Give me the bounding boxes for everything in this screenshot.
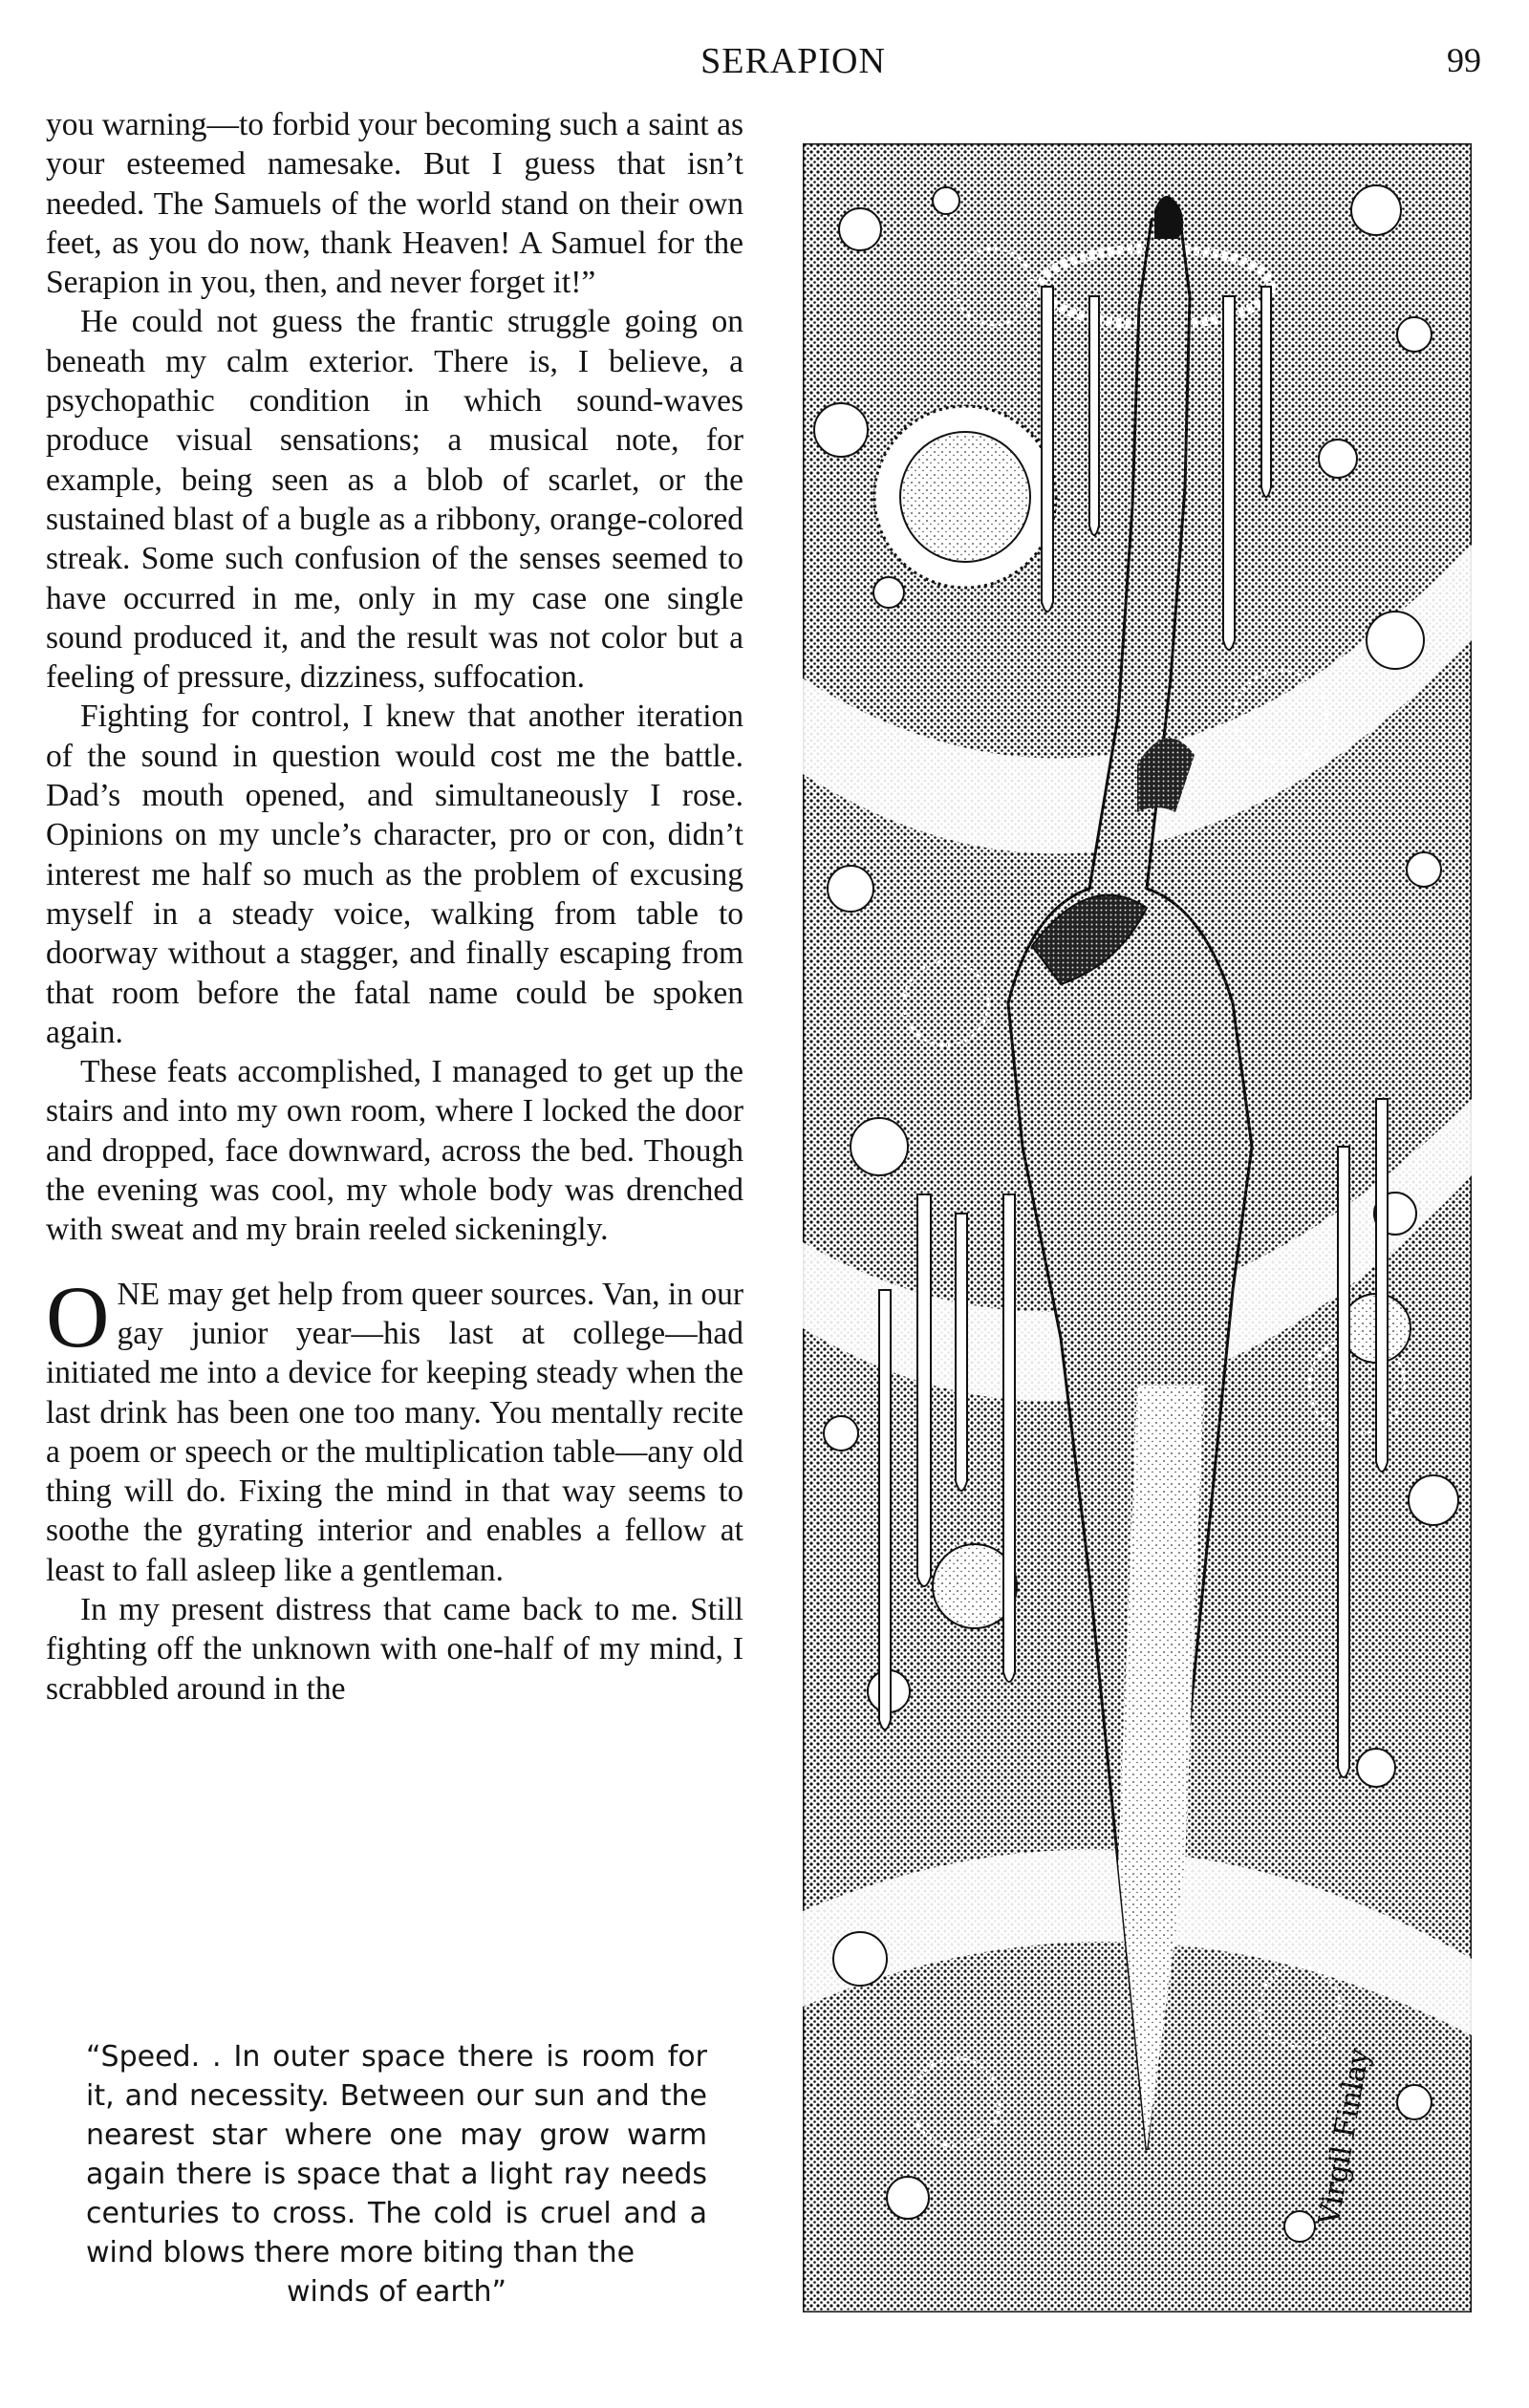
paragraph-5-text: NE may get help from queer sources. Van, in our gay junior year—his last at college—had initiated me into a device for keeping steady when the last drink has been one too many. You mentally recite a poem or speech or the multiplication table—any old thing will do. Fixing the mind in that way seems to soothe the gyrating interior and enables a fellow at least to fall asleep like a gentleman.: [46, 1276, 743, 1588]
paragraph-4: These feats accomplished, I managed to get up the stairs and into my own room, where I locked the door and dropped, face downward, across the bed. Though the evening was cool, my whole body was drenched with sweat and my brain reeled sickeningly.: [46, 1054, 743, 1248]
paragraph-6: In my present distress that came back to me. Still fighting off the unknown with one-half of my mind, I scrabbled around in the: [46, 1591, 743, 1707]
running-title: SERAPION: [700, 41, 886, 81]
pull-quote: [86, 2037, 707, 2311]
paragraph-1: you warning—to forbid your becoming such a saint as your esteemed namesake. But I guess that isn’t needed. The Samuels of the world stand on their own feet, as you do now, thank Heaven! A Samuel for the Serapion in you, then, and never forget it!”: [46, 107, 743, 301]
paragraph-2: He could not guess the frantic struggle going on beneath my calm exterior. There is, I believe, a psychopathic condition in which sound-waves produce visual sensations; a musical note, for example, being seen as a blob of scarlet, or the sustained blast of a bugle as a ribbony, orange-colored streak. Some such confusion of the senses seemed to have occurred in me, only in my case one single sound produced it, and the result was not color but a feeling of pressure, dizziness, suffocation.: [46, 304, 743, 696]
drop-cap: O: [46, 1267, 110, 1365]
paragraph-3: Fighting for control, I knew that another iteration of the sound in question would cost me the battle. Dad’s mouth opened, and simultaneously I rose. Opinions on my uncle’s character, pro or con, didn’t interest me half so much as the problem of excusing myself in a steady voice, walking from table to doorway without a stagger, and finally escaping from that room before the fatal name could be spoken again.: [46, 699, 743, 1050]
pull-quote-text: “Speed. . In outer space there is room for it, and necessity. Between our sun and the nearest star where one may grow warm again there is space that a light ray needs centuries to cross. The cold is cruel and a wind blows there more biting than the: [86, 2040, 707, 2269]
text-column: [46, 105, 743, 1709]
illustration-panel: [803, 143, 1472, 2312]
running-head: [0, 40, 1529, 88]
paragraph-5: [46, 1267, 743, 1590]
pull-quote-last-line: winds of earth”: [286, 2275, 507, 2309]
artist-signature-text: Virgil Finlay: [1312, 2045, 1377, 2228]
page-number: 99: [1447, 41, 1481, 79]
